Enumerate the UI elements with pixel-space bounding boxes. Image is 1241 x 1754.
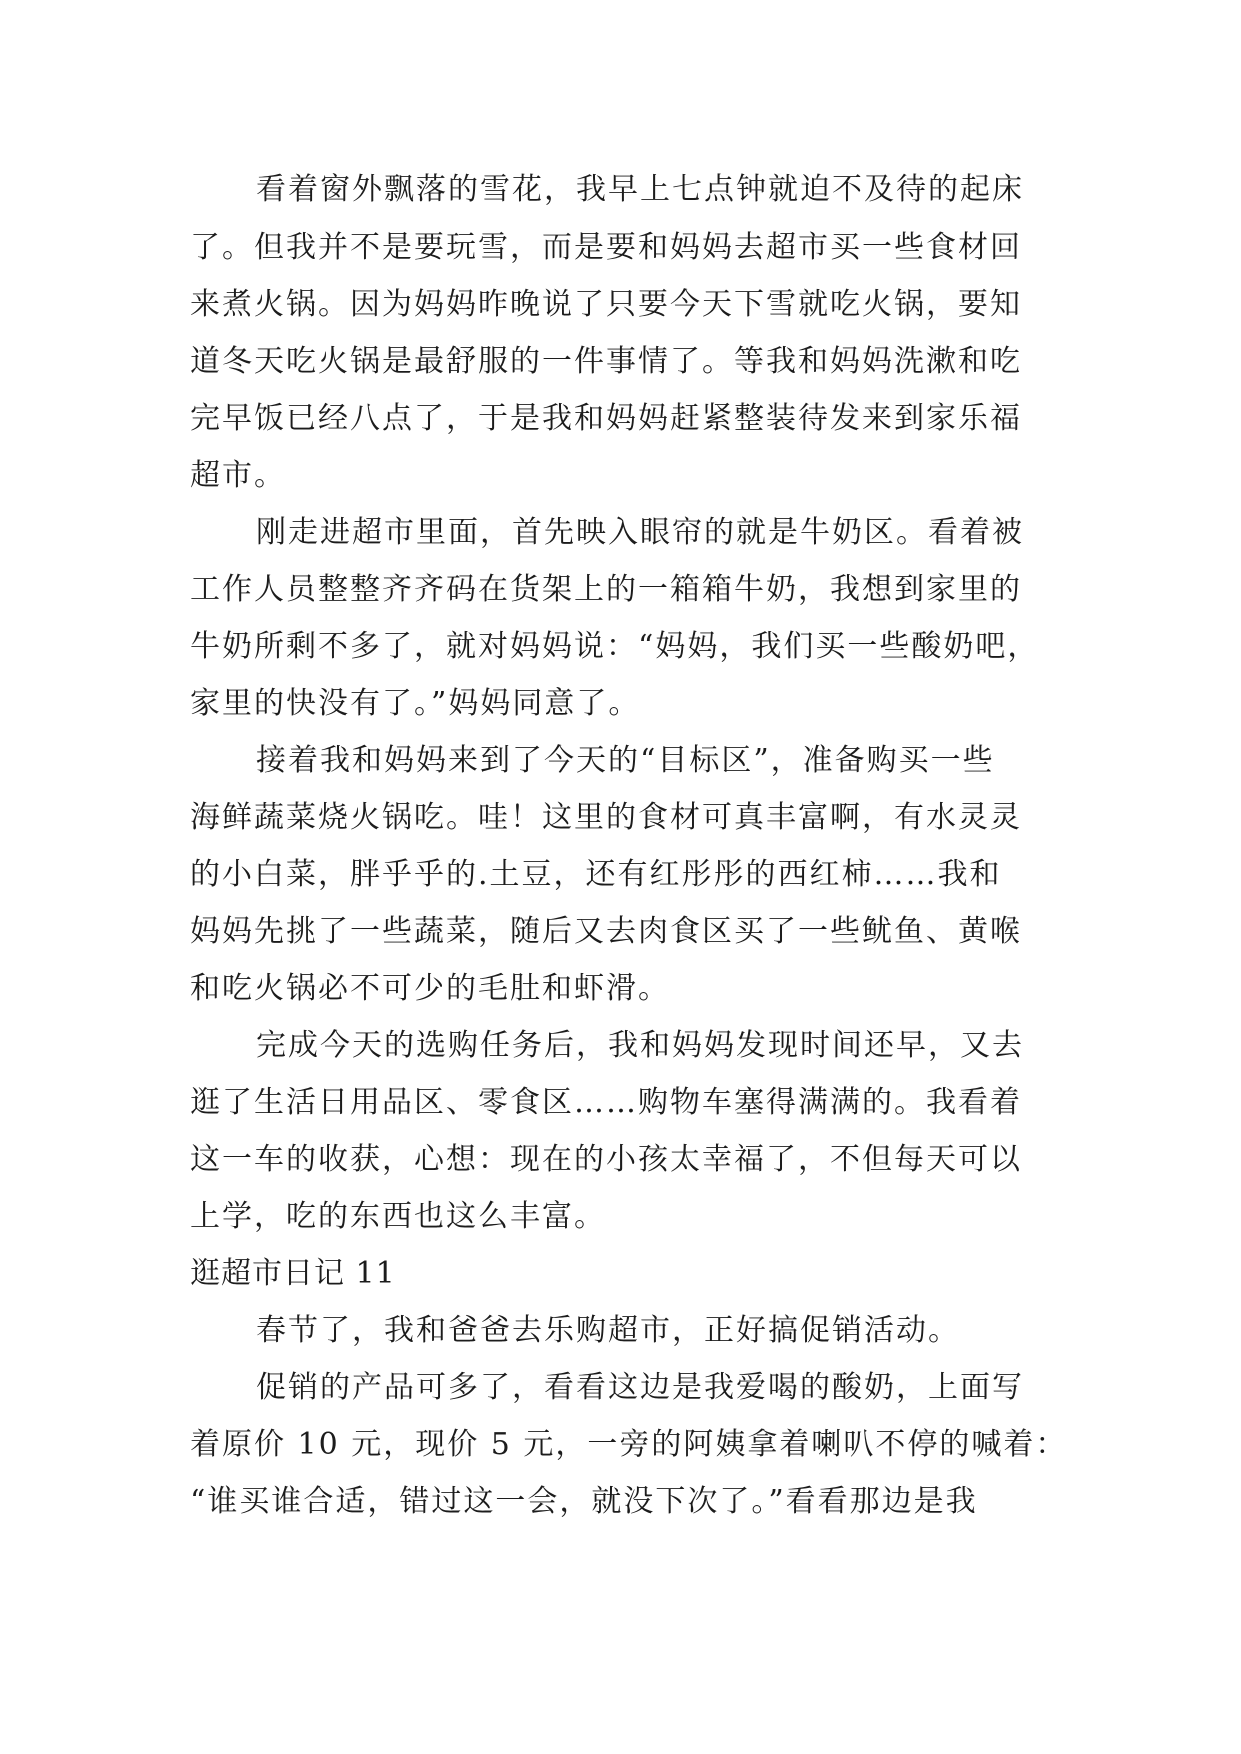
text-line: 牛奶所剩不多了，就对妈妈说：“妈妈，我们买一些酸奶吧，: [190, 629, 1040, 664]
text-line: 海鲜蔬菜烧火锅吃。哇！这里的食材可真丰富啊，有水灵灵: [190, 800, 1022, 835]
text-line: 刚走进超市里面，首先映入眼帘的就是牛奶区。看着被: [256, 515, 1024, 550]
text-line: 超市。: [190, 458, 286, 493]
text-line: 这一车的收获，心想：现在的小孩太幸福了，不但每天可以: [190, 1142, 1022, 1177]
text-line: 家里的快没有了。”妈妈同意了。: [190, 686, 641, 721]
text-line: 着原价 10 元，现价 5 元，一旁的阿姨拿着喇叭不停的喊着：: [190, 1427, 1068, 1462]
text-line: 促销的产品可多了，看看这边是我爱喝的酸奶，上面写: [256, 1370, 1024, 1405]
text-line: 接着我和妈妈来到了今天的“目标区”，准备购买一些: [256, 743, 995, 778]
text-line: 春节了，我和爸爸去乐购超市，正好搞促销活动。: [256, 1313, 960, 1348]
text-line: 来煮火锅。因为妈妈昨晚说了只要今天下雪就吃火锅，要知: [190, 287, 1022, 322]
text-line: “谁买谁合适，错过这一会，就没下次了。”看看那边是我: [190, 1484, 978, 1519]
text-line: 和吃火锅必不可少的毛肚和虾滑。: [190, 971, 670, 1006]
text-line: 道冬天吃火锅是最舒服的一件事情了。等我和妈妈洗漱和吃: [190, 344, 1022, 379]
text-line: 上学，吃的东西也这么丰富。: [190, 1199, 606, 1234]
text-line: 了。但我并不是要玩雪，而是要和妈妈去超市买一些食材回: [190, 230, 1022, 265]
text-line: 工作人员整整齐齐码在货架上的一箱箱牛奶，我想到家里的: [190, 572, 1022, 607]
text-line: 的小白菜，胖乎乎的.土豆，还有红彤彤的西红柿……我和: [190, 857, 1002, 892]
text-line: 完成今天的选购任务后，我和妈妈发现时间还早，又去: [256, 1028, 1024, 1063]
text-line: 看着窗外飘落的雪花，我早上七点钟就迫不及待的起床: [256, 172, 1024, 207]
text-line: 完早饭已经八点了，于是我和妈妈赶紧整装待发来到家乐福: [190, 401, 1022, 436]
section-title: 逛超市日记 11: [190, 1256, 396, 1291]
text-line: 妈妈先挑了一些蔬菜，随后又去肉食区买了一些鱿鱼、黄喉: [190, 914, 1022, 949]
text-line: 逛了生活日用品区、零食区……购物车塞得满满的。我看着: [190, 1085, 1022, 1120]
